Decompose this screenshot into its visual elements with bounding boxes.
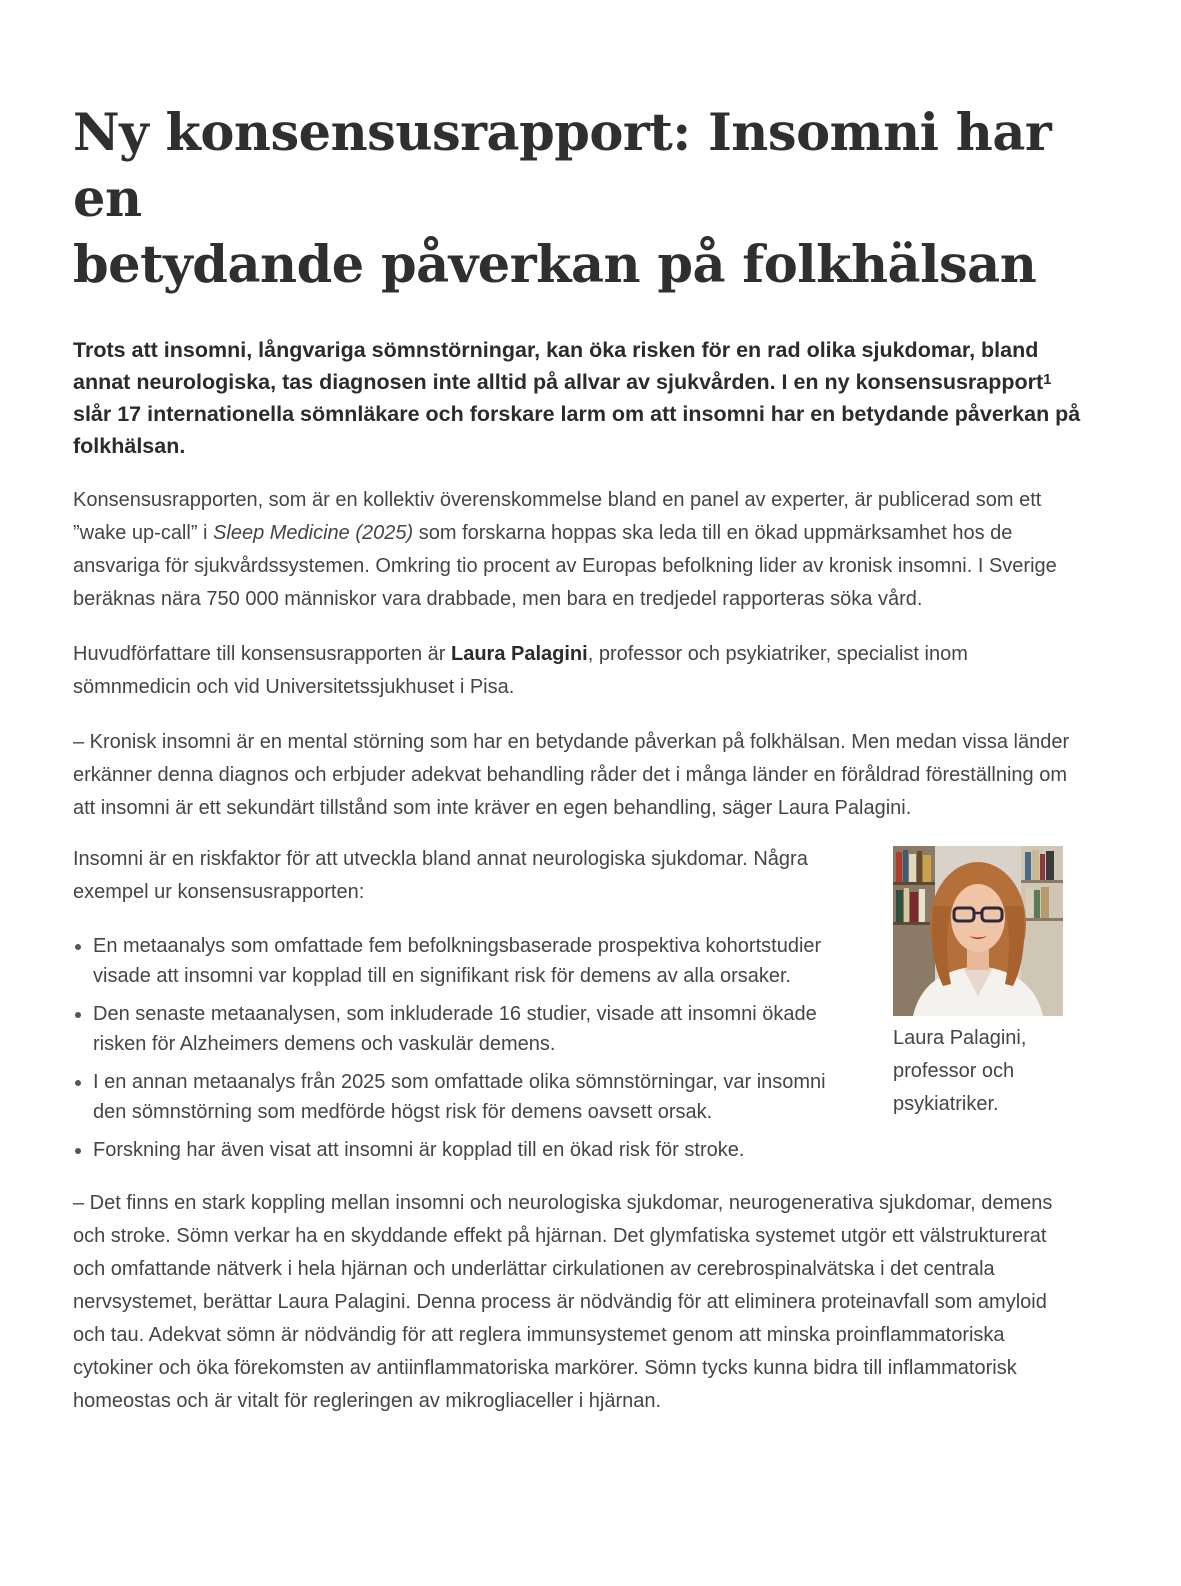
paragraph-5: – Det finns en stark koppling mellan insomni och neurologiska sjukdomar, neurogenerativa sjukdomar, demens och stroke. Sömn verkar ha en skyddande effekt på hjärnan. Det glymfatiska systemet utgör ett välstrukturerat och omfattande nätverk i hela hjärnan och underlättar cirkulationen av cerebrospinalvätska i det centrala nervsystemet, berättar Laura Palagini. Denna process är nödvändig för att eliminera proteinavfall som amyloid och tau. Adekvat sömn är nödvändig för att reglera immunsystemet genom att minska proinflammatoriska cytokiner och öka förekomsten av antiinflammatoriska markörer. Sömn tycks kunna bidra till inflammatorisk homeostas och är vitalt för regleringen av mikrogliaceller i hjärnan. xyxy=(73,1192,1053,1412)
lead-text-2: slår 17 internationella sömnläkare och forskare larm om att insomni har en betydande påverkan på folkhälsan. xyxy=(73,402,1081,458)
paragraph-1 xyxy=(73,484,1083,616)
article-title xyxy=(73,100,1083,298)
paragraph-2 xyxy=(73,638,1083,704)
list-item: Den senaste metaanalysen, som inkluderade 16 studier, visade att insomni ökade risken för Alzheimers demens och vaskulär demens. xyxy=(93,999,863,1059)
paragraph-4: Insomni är en riskfaktor för att utveckla bland annat neurologiska sjukdomar. Några exempel ur konsensusrapporten: xyxy=(73,848,808,903)
article xyxy=(73,100,1083,1418)
paragraph-2-text-b: , professor och psykiatriker, specialist inom sömnmedicin och vid Universitetssjukhuset i Pisa. xyxy=(73,643,968,698)
paragraph-3: – Kronisk insomni är en mental störning som har en betydande påverkan på folkhälsan. Men medan vissa länder erkänner denna diagnos och erbjuder adekvat behandling råder det i många länder en föråldrad föreställning om att insomni är ett sekundärt tillstånd som inte kräver en egen behandling, säger Laura Palagini. xyxy=(73,731,1070,819)
paragraph-1-text-a: Konsensusrapporten, som är en kollektiv överenskommelse bland en panel av experter, är publicerad som ett ”wake up-call” i xyxy=(73,489,1042,544)
list-item: Forskning har även visat att insomni är kopplad till en ökad risk för stroke. xyxy=(93,1135,863,1165)
author-name: Laura Palagini xyxy=(450,643,588,665)
title-line-1: Ny konsensusrapport: Insomni har en xyxy=(73,103,1052,229)
figure-section-text xyxy=(73,843,863,1165)
title-line-2: betydande påverkan på folkhälsan xyxy=(73,235,1037,295)
figure-section xyxy=(73,843,1083,1165)
article-lead xyxy=(73,334,1083,462)
author-figure xyxy=(893,846,1068,1121)
footnote-ref[interactable]: 1 xyxy=(1043,371,1052,388)
journal-name: Sleep Medicine (2025) xyxy=(213,522,414,544)
list-item: I en annan metaanalys från 2025 som omfattade olika sömnstörningar, var insomni den sömnstörning som medförde högst risk för demens oavsett orsak. xyxy=(93,1067,863,1127)
lead-text-1: Trots att insomni, långvariga sömnstörningar, kan öka risken för en rad olika sjukdomar, bland annat neurologiska, tas diagnosen inte alltid på allvar av sjukvården. I en ny konsensusrapport xyxy=(73,338,1044,394)
paragraph-2-text-a: Huvudförfattare till konsensusrapporten är xyxy=(73,643,451,665)
figure-caption: Laura Palagini, professor och psykiatriker. xyxy=(893,1027,1027,1115)
findings-list xyxy=(73,931,863,1165)
paragraph-1-text-b: som forskarna hoppas ska leda till en ökad uppmärksamhet hos de ansvariga för sjukvårdssystemen. Omkring tio procent av Europas befolkning lider av kronisk insomni. I Sverige beräknas nära 750 000 människor vara drabbade, men bara en tredjedel rapporteras söka vård. xyxy=(73,522,1057,610)
list-item: En metaanalys som omfattade fem befolkningsbaserade prospektiva kohortstudier visade att insomni var kopplad till en signifikant risk för demens av alla orsaker. xyxy=(93,931,863,991)
author-portrait xyxy=(893,846,1063,1016)
